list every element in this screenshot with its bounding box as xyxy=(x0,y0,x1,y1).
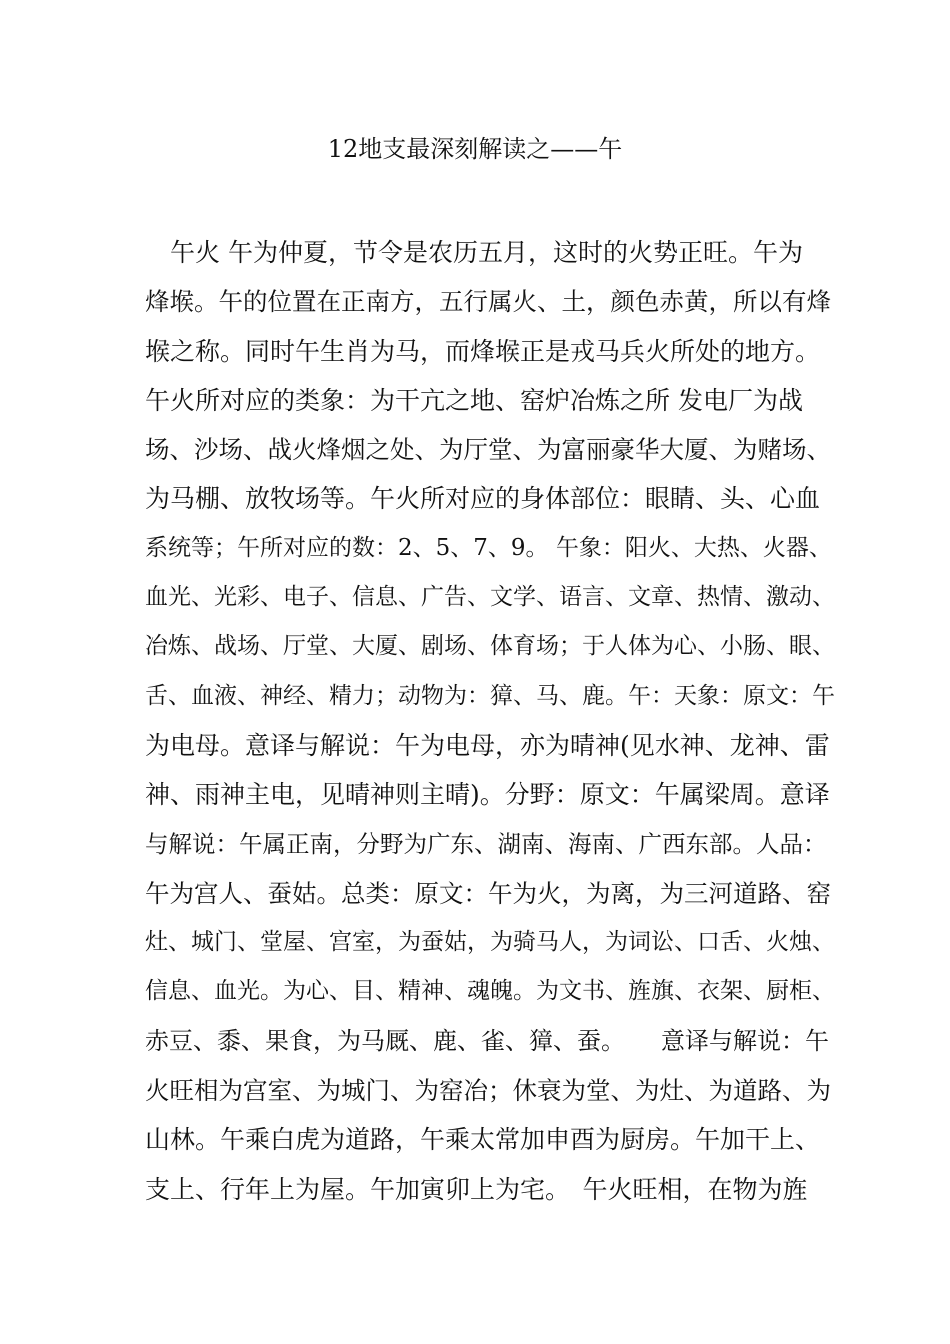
body-text-line: 赤豆、黍、果食，为马厩、鹿、雀、獐、蚕。 意译与解说：午 xyxy=(145,1026,829,1055)
body-text-line: 场、沙场、战火烽烟之处、为厅堂、为富丽豪华大厦、为赌场、 xyxy=(145,435,831,465)
body-text-line: 午火 午为仲夏，节令是农历五月，这时的火势正旺。午为 xyxy=(145,238,803,267)
body-text-line: 午为宫人、蚕姑。总类：原文：午为火，为离，为三河道路、窑 xyxy=(145,878,831,908)
body-text-line: 支上、行年上为屋。午加寅卯上为宅。 午火旺相，在物为旌 xyxy=(145,1174,808,1204)
body-text-line: 火旺相为宫室、为城门、为窑冶；休衰为堂、为灶、为道路、为 xyxy=(145,1076,831,1106)
body-text-line: 烽堠。午的位置在正南方，五行属火、土，颜色赤黄，所以有烽 xyxy=(145,287,831,317)
body-text-line: 信息、血光。为心、目、精神、魂魄。为文书、旌旗、衣架、厨柜、 xyxy=(145,978,835,1005)
body-text-line: 山林。午乘白虎为道路，午乘太常加申酉为厨房。午加干上、 xyxy=(145,1125,821,1155)
body-text-line: 系统等；午所对应的数：2、5、7、9。 午象：阳火、大热、火器、 xyxy=(145,534,832,561)
body-text-line: 堠之称。同时午生肖为马，而烽堠正是戎马兵火所处的地方。 xyxy=(145,336,821,366)
body-text-line: 午火所对应的类象：为干亢之地、窑炉冶炼之所 发电厂为战 xyxy=(145,385,803,415)
body-text-line: 神、雨神主电，见晴神则主晴)。分野：原文：午属梁周。意译 xyxy=(145,780,830,810)
body-text-line: 血光、光彩、电子、信息、广告、文学、语言、文章、热情、激动、 xyxy=(145,584,835,611)
document-title: 12地支最深刻解读之——午 xyxy=(327,135,623,163)
body-text-line: 为马棚、放牧场等。午火所对应的身体部位：眼睛、头、心血 xyxy=(145,484,821,514)
body-text-line: 灶、城门、堂屋、宫室，为蚕姑，为骑马人，为词讼、口舌、火烛、 xyxy=(145,929,835,956)
body-text-line: 舌、血液、神经、精力；动物为：獐、马、鹿。午：天象：原文：午 xyxy=(145,682,835,709)
document-body xyxy=(145,228,835,1214)
body-text-line: 为电母。意译与解说：午为电母，亦为晴神(见水神、龙神、雷 xyxy=(145,730,830,760)
body-text-line: 冶炼、战场、厅堂、大厦、剧场、体育场；于人体为心、小肠、眼、 xyxy=(145,633,835,660)
body-text-line: 与解说：午属正南，分野为广东、湖南、海南、广西东部。人品： xyxy=(145,829,827,858)
